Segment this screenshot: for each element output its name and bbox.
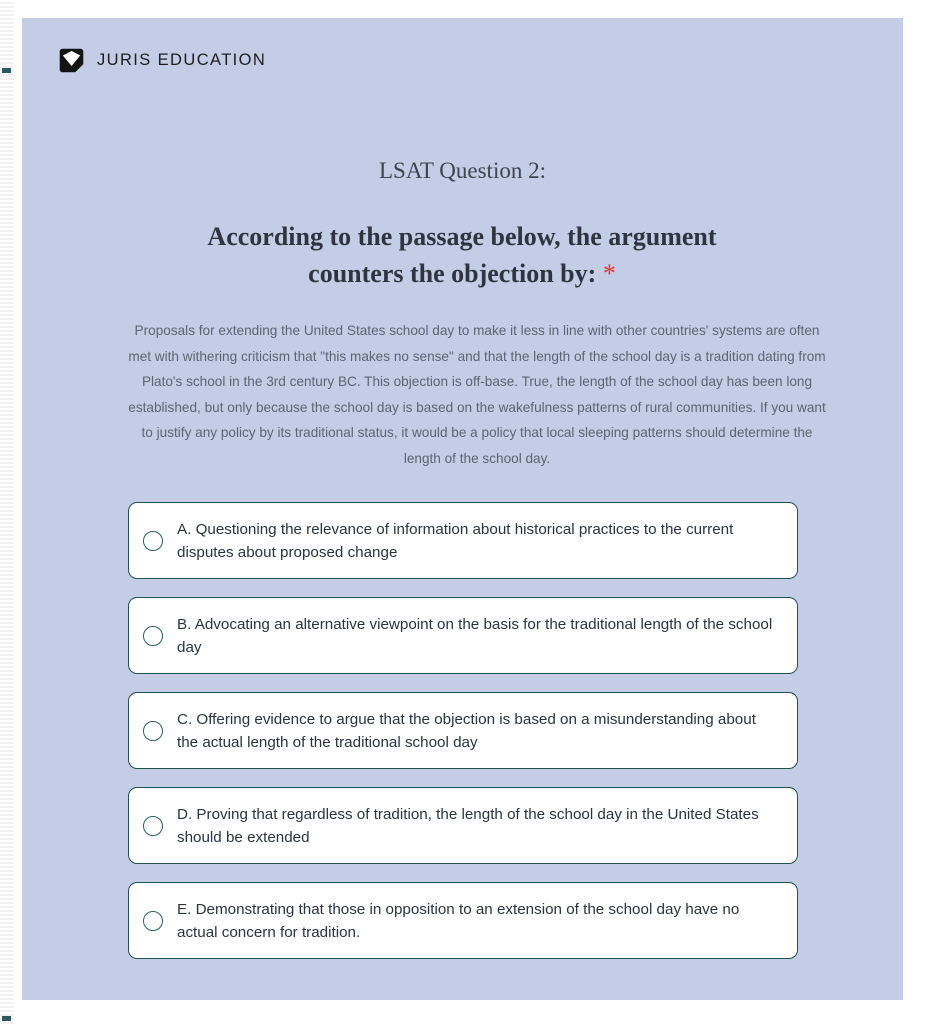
answer-option-a-label: A. Questioning the relevance of information about historical practices to the current disputes about proposed change [177,520,734,561]
question-prompt [162,218,762,292]
radio-button-a[interactable] [143,531,163,551]
answer-option-d[interactable] [128,787,798,864]
brand-name-label: JURIS EDUCATION [97,51,267,69]
answer-option-e[interactable] [128,882,798,959]
answer-option-b[interactable] [128,597,798,674]
answer-option-a[interactable] [128,502,798,579]
question-prompt-text: According to the passage below, the argument counters the objection by: [207,222,717,288]
edge-tick-marker-top [2,68,11,73]
juris-diamond-logo-icon [57,46,86,75]
answer-option-e-label: E. Demonstrating that those in opposition to an extension of the school day have no actual concern for tradition. [177,900,740,941]
answer-option-d-label: D. Proving that regardless of tradition, the length of the school day in the United States should be extended [177,805,759,846]
radio-button-b[interactable] [143,626,163,646]
edge-tick-marker-bottom [2,1016,11,1021]
answer-option-b-label: B. Advocating an alternative viewpoint on the basis for the traditional length of the school day [177,615,773,656]
question-number-label: LSAT Question 2: [379,158,546,183]
lsat-question-form-panel [22,18,903,1000]
radio-button-e[interactable] [143,911,163,931]
radio-button-c[interactable] [143,721,163,741]
answer-option-c-label: C. Offering evidence to argue that the objection is based on a misunderstanding about the actual length of the traditional school day [177,710,756,751]
answer-option-c[interactable] [128,692,798,769]
capture-edge-artifact [0,0,14,1024]
answer-options-list [128,502,798,977]
radio-button-d[interactable] [143,816,163,836]
brand-header [57,46,266,75]
question-passage: Proposals for extending the United States school day to make it less in line with other countries' systems are often met with withering criticism that "this makes no sense" and that the length of the school day is a tradition dating from Plato's school in the 3rd century BC. This objection is off-base. True, the length of the school day has been long established, but only because the school day is based on the wakefulness patterns of rural communities. If you want to justify any policy by its traditional status, it would be a policy that local sleeping patterns should determine the length of the school day. [128,323,826,466]
required-asterisk: * [602,259,616,288]
